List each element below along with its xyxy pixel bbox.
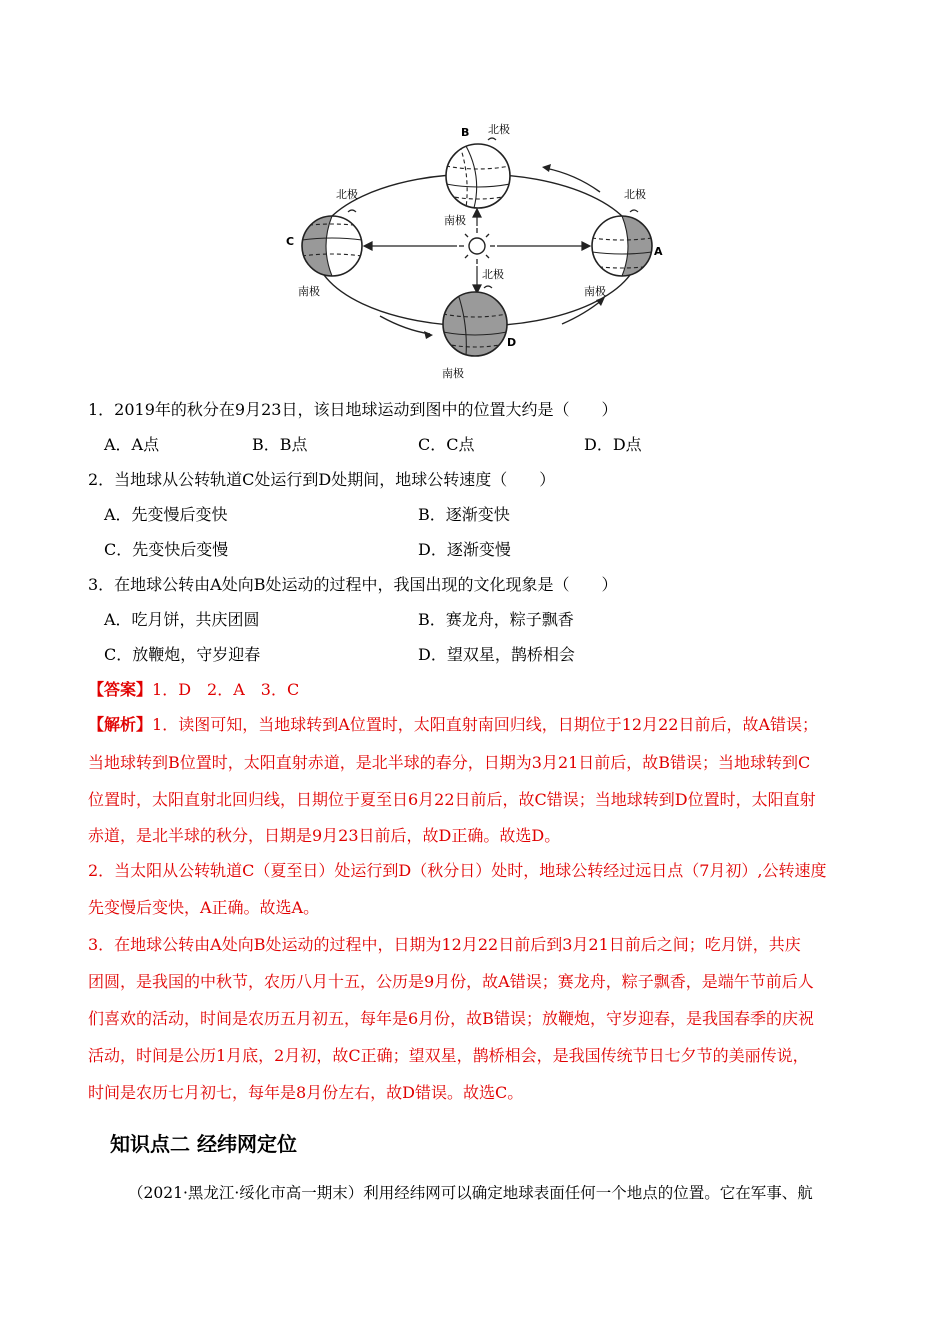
answer-tag: 【答案】 (88, 680, 153, 699)
analysis-line-11: 时间是农历七月初七，每年是8月份左右，故D错误。故选C。 (88, 1083, 524, 1102)
label-south-pole-a: 南极 (584, 285, 606, 298)
question-3-option-c: C．放鞭炮，守岁迎春 (104, 645, 261, 664)
sun-icon (459, 228, 495, 264)
question-3-option-a: A．吃月饼，共庆团圆 (104, 610, 260, 629)
question-2-option-c: C．先变快后变慢 (104, 540, 229, 559)
label-north-pole-d: 北极 (482, 268, 504, 281)
section-title: 知识点二 经纬网定位 (110, 1132, 297, 1156)
question-1-option-d: D．D点 (584, 435, 642, 454)
question-2-option-d: D．逐渐变慢 (418, 540, 511, 559)
label-b: B (461, 126, 470, 139)
earth-position-b (446, 144, 510, 208)
earth-position-c (302, 216, 362, 276)
analysis-line-2: 当地球转到B位置时，太阳直射赤道，是北半球的春分，日期为3月21日前后，故B错误；当地球转到C (88, 753, 811, 772)
label-south-pole-b: 南极 (444, 214, 466, 227)
label-north-pole-a: 北极 (624, 188, 646, 201)
analysis-line-5: 2．当太阳从公转轨道C（夏至日）处运行到D（秋分日）处时，地球公转经过远日点（7月初）,公转速度 (88, 861, 827, 880)
analysis-line-1 (88, 714, 818, 736)
analysis-line-8: 团圆，是我国的中秋节，农历八月十五，公历是9月份，故A错误；赛龙舟，粽子飘香，是端午节前后人 (88, 972, 814, 991)
analysis-line-3: 位置时，太阳直射北回归线，日期位于夏至日6月22日前后，故C错误；当地球转到D位置时，太阳直射 (88, 790, 816, 809)
question-1-option-c: C．C点 (418, 435, 475, 454)
intro-text: （2021·黑龙江·绥化市高一期末）利用经纬网可以确定地球表面任何一个地点的位置。它在军事、航 (128, 1184, 813, 1202)
label-c: C (286, 235, 295, 248)
label-south-pole-c: 南极 (298, 285, 320, 298)
analysis-line-9: 们喜欢的活动，时间是农历五月初五，每年是6月份，故B错误；放鞭炮，守岁迎春，是我国春季的庆祝 (88, 1009, 814, 1028)
earth-position-a (592, 216, 652, 276)
analysis-line-4: 赤道，是北半球的秋分，日期是9月23日前后，故D正确。故选D。 (88, 826, 561, 845)
analysis-line-10: 活动，时间是公历1月底，2月初，故C正确；望双星，鹊桥相会，是我国传统节日七夕节的美丽传说， (88, 1046, 809, 1065)
label-a: A (654, 245, 663, 258)
question-2-option-b: B．逐渐变快 (418, 505, 510, 524)
question-3-stem: 3．在地球公转由A处向B处运动的过程中，我国出现的文化现象是（ ） (88, 575, 618, 594)
earth-orbit-diagram (270, 110, 680, 390)
question-1-stem: 1．2019年的秋分在9月23日，该日地球运动到图中的位置大约是（ ） (88, 400, 618, 419)
analysis-line-7: 3．在地球公转由A处向B处运动的过程中，日期为12月22日前后到3月21日前后之间；吃月饼，共庆 (88, 935, 801, 954)
analysis-tag: 【解析】 (88, 715, 153, 734)
answer-text: 1．D 2．A 3．C (152, 680, 300, 699)
label-north-pole-c: 北极 (336, 188, 358, 201)
question-1-option-b: B．B点 (252, 435, 308, 454)
label-south-pole-d: 南极 (442, 367, 464, 380)
label-north-pole-b: 北极 (488, 123, 510, 136)
earth-position-d (443, 292, 507, 356)
question-3-option-d: D．望双星，鹊桥相会 (418, 645, 575, 664)
question-2-option-a: A．先变慢后变快 (104, 505, 228, 524)
label-d: D (507, 336, 517, 349)
analysis-text-1: 1．读图可知，当地球转到A位置时，太阳直射南回归线，日期位于12月22日前后，故A错误； (152, 715, 819, 734)
question-2-stem: 2．当地球从公转轨道C处运行到D处期间，地球公转速度（ ） (88, 470, 556, 489)
analysis-line-6: 先变慢后变快，A正确。故选A。 (88, 898, 320, 917)
answer-line (88, 679, 299, 701)
question-3-option-b: B．赛龙舟，粽子飘香 (418, 610, 574, 629)
question-1-option-a: A．A点 (104, 435, 160, 454)
